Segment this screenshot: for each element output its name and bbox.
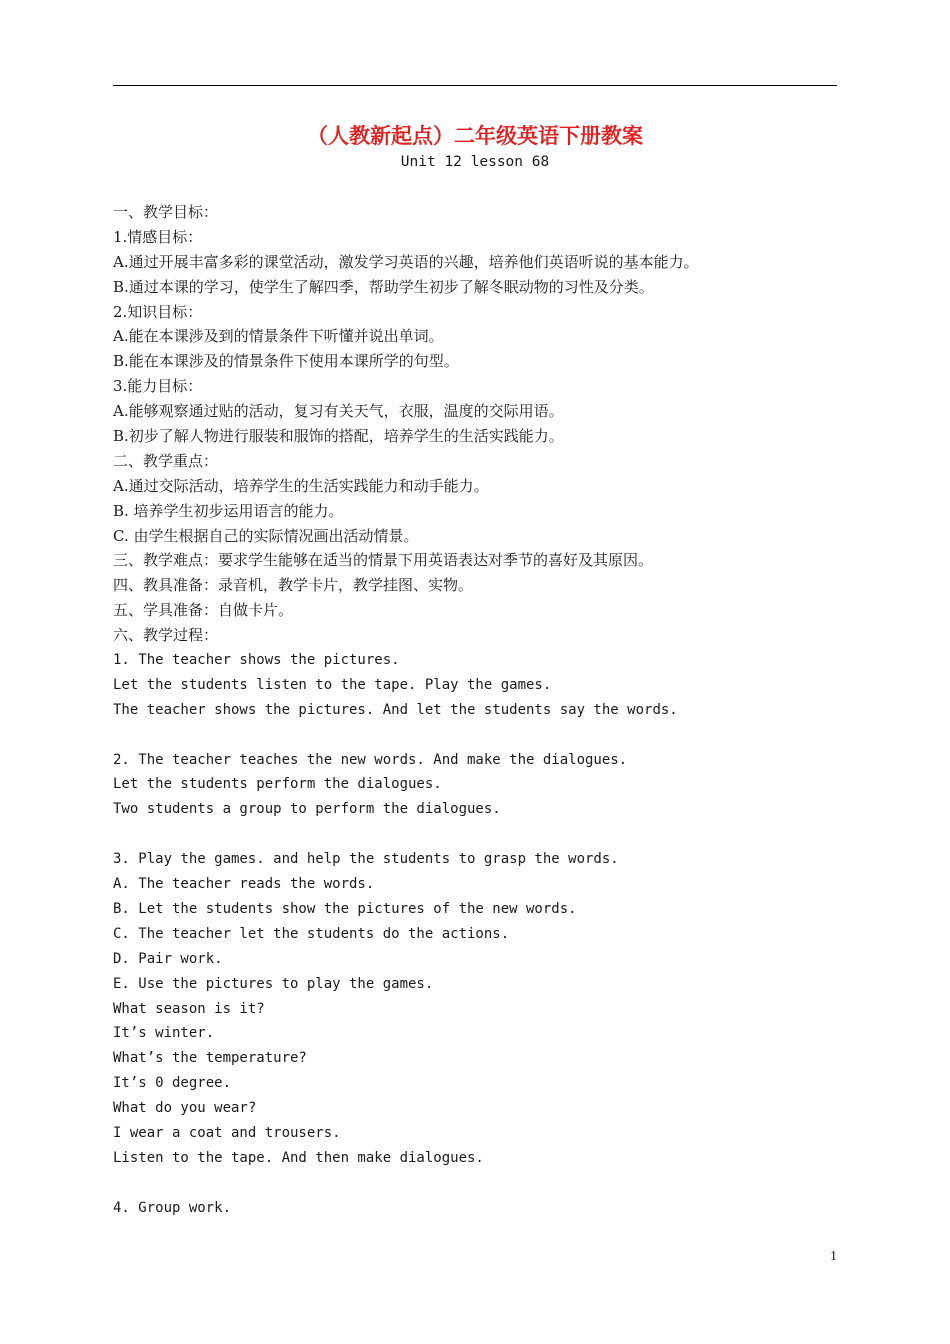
- body-line: 2. The teacher teaches the new words. And make the dialogues.: [113, 751, 628, 768]
- body-line: Let the students listen to the tape. Play the games.: [113, 676, 552, 693]
- body-line: E. Use the pictures to play the games.: [113, 975, 434, 992]
- body-line: A.能够观察通过贴的活动，复习有关天气，衣服，温度的交际用语。: [113, 402, 564, 421]
- body-line: I wear a coat and trousers.: [113, 1124, 341, 1141]
- body-line: B.通过本课的学习，使学生了解四季，帮助学生初步了解冬眠动物的习性及分类。: [113, 277, 654, 296]
- body-line: What’s the temperature?: [113, 1050, 307, 1067]
- document-body: [113, 200, 837, 1221]
- blank-line: [113, 822, 837, 847]
- body-line: B.初步了解人物进行服装和服饰的搭配，培养学生的生活实践能力。: [113, 427, 564, 446]
- header-rule: [113, 85, 837, 86]
- body-line: A.通过开展丰富多彩的课堂活动，激发学习英语的兴趣，培养他们英语听说的基本能力。: [113, 252, 699, 271]
- body-line: 五、学具准备：自做卡片。: [113, 601, 294, 620]
- body-line: A. The teacher reads the words.: [113, 876, 375, 893]
- body-line: 4. Group work.: [113, 1199, 232, 1216]
- body-line: 一、教学目标：: [113, 203, 219, 221]
- body-line: 六、教学过程：: [113, 626, 219, 645]
- body-line: It’s winter.: [113, 1025, 215, 1042]
- document-title: （人教新起点）二年级英语下册教案: [307, 124, 643, 148]
- body-line: A.通过交际活动，培养学生的生活实践能力和动手能力。: [113, 476, 489, 495]
- body-line: D. Pair work.: [113, 950, 223, 967]
- body-line: Two students a group to perform the dialogues.: [113, 801, 501, 818]
- body-line: Let the students perform the dialogues.: [113, 776, 442, 793]
- body-line: 1.情感目标：: [113, 227, 203, 246]
- body-line: It’s 0 degree.: [113, 1075, 232, 1092]
- body-line: A.能在本课涉及到的情景条件下听懂并说出单词。: [113, 327, 444, 346]
- body-line: C. 由学生根据自己的实际情况画出活动情景。: [113, 526, 419, 545]
- body-line: 三、教学难点：要求学生能够在适当的情景下用英语表达对季节的喜好及其原因。: [113, 551, 654, 570]
- body-line: What do you wear?: [113, 1100, 257, 1117]
- body-line: 3. Play the games. and help the students to grasp the words.: [113, 851, 619, 868]
- body-line: Listen to the tape. And then make dialogues.: [113, 1149, 484, 1166]
- page-number: 1: [830, 1249, 837, 1264]
- body-line: B. 培养学生初步运用语言的能力。: [113, 501, 344, 520]
- body-line: 二、教学重点：: [113, 451, 219, 470]
- body-line: The teacher shows the pictures. And let the students say the words.: [113, 701, 678, 718]
- body-line: B.能在本课涉及的情景条件下使用本课所学的句型。: [113, 352, 459, 371]
- document-subtitle: Unit 12 lesson 68: [400, 154, 550, 170]
- body-line: 3.能力目标：: [113, 377, 203, 396]
- body-line: 四、教具准备：录音机，教学卡片，教学挂图、实物。: [113, 576, 474, 595]
- body-line: B. Let the students show the pictures of the new words.: [113, 900, 577, 917]
- blank-line: [113, 1171, 837, 1196]
- body-line: What season is it?: [113, 1000, 265, 1017]
- blank-line: [113, 723, 837, 748]
- body-line: 1. The teacher shows the pictures.: [113, 652, 400, 669]
- body-line: 2.知识目标：: [113, 302, 203, 321]
- body-line: C. The teacher let the students do the actions.: [113, 925, 510, 942]
